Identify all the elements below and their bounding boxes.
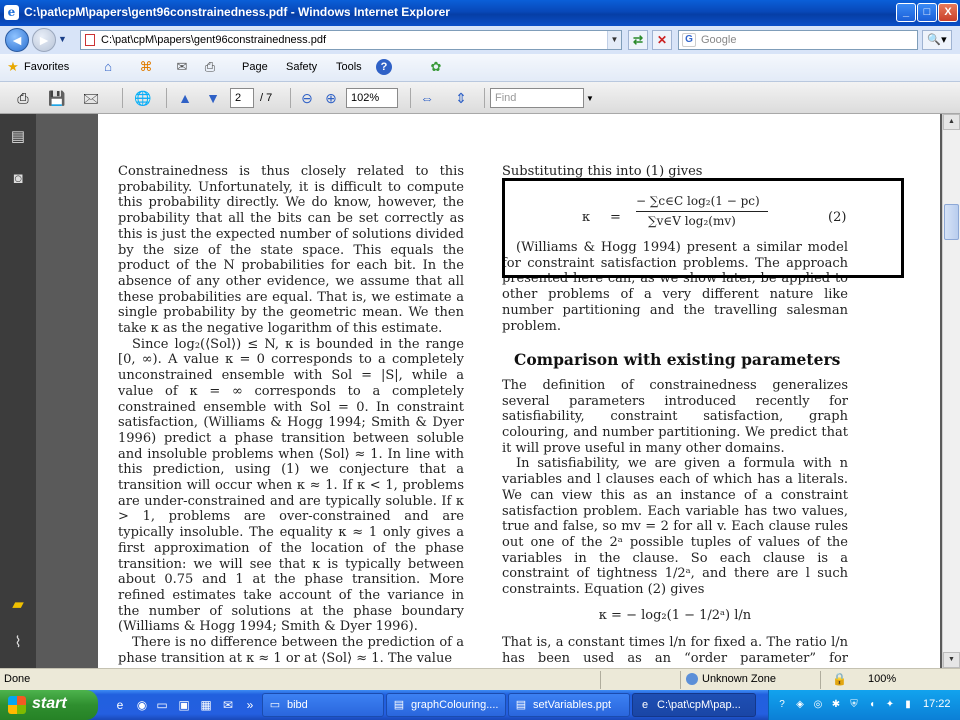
protected-mode-icon[interactable]: 🔒	[832, 672, 847, 686]
previous-page-icon[interactable]: ▲	[178, 90, 192, 106]
title-bar[interactable]	[0, 0, 960, 26]
paragraph: Since log₂(⟨Sol⟩) ≤ N, κ is bounded in the range [0, ∞). A value κ = 0 corresponds to a completely unconstrained ensemble with Sol = |S|, while a value of κ = ∞ corresponds to a completely constrained ensemble with Sol = 0. In constraint satisfaction, (Williams & Hogg 1994; Smith & Dyer 1996) predict a phase transition between soluble and insoluble problems when ⟨Sol⟩ ≈ 1. In line with this prediction, using (1) we conjecture that a transition will occur when κ ≈ 1. If κ < 1, problems are under-constrained and are typically soluble. If κ > 1, problems are over-constrained and are typically insoluble. The equality κ ≈ 1 only gives a first approximation of the location of the phase transition: we will see that κ is typically between about 0.75 and 1 at the phase transition. More refined estimates take account of the variance in the number of solutions at the phase boundary (Williams & Hogg 1994; Smith & Dyer 1996).	[118, 336, 464, 635]
safety-menu[interactable]: Safety	[286, 61, 318, 73]
save-icon[interactable]: 💾	[48, 90, 66, 106]
right-column-intro: Substituting this into (1) gives	[502, 164, 703, 179]
share-icon[interactable]: 🖂	[82, 90, 100, 106]
paragraph: In satisfiability, we are given a formula with n variables and l clauses each of which has a literals. We can view this as an instance of a constraint satisfaction problem. Each variable has two values, true and false, so mv = 2 for all v. Each clause rules out one of the 2ᵃ possible tuples of values of the variables in the clause. So each clause is a constraint of tightness 1/2ᵃ, and there are l such constraints. Equation (2) gives	[502, 456, 848, 598]
page-menu[interactable]: Page	[242, 61, 268, 73]
equation-2-eq: =	[610, 210, 621, 225]
taskbar	[0, 690, 960, 720]
clock: 17:22	[923, 698, 951, 710]
page-number-input[interactable]: 2	[230, 88, 254, 108]
home-icon[interactable]: ⌂	[104, 59, 112, 74]
paragraph: Constrainedness is thus closely related to this probability. Unfortunately, it is difficult to compute this probability directly. We do know, however, the probability that all the bits can be set correctly as this is just the expected number of solutions divided by the size of the state space. This equals the product of the N probabilities for each bit. In the absence of any other evidence, we assume that all these probabilities are equal. That is, we estimate a single probability by the geometric mean. We then take κ as the negative logarithm of this estimate.	[118, 164, 464, 337]
search-input[interactable]	[678, 30, 918, 50]
status-zoom[interactable]: 100%	[868, 673, 897, 685]
status-text: Done	[4, 673, 31, 685]
research-icon[interactable]: ✿	[430, 59, 442, 74]
fit-page-icon[interactable]: ⇕	[455, 90, 467, 106]
paragraph: The definition of constrainedness generalizes several parameters introduced recently for satisfiability, constraint satisfaction, graph colouring, and number partitioning. We predict that it will prove useful in many other domains.	[502, 377, 848, 456]
help-icon[interactable]: ?	[376, 59, 392, 75]
explorer-quicklaunch-icon[interactable]: ▦	[200, 698, 212, 712]
task-bibd[interactable]: ▭ bibd	[262, 693, 384, 717]
print-icon[interactable]: ⎙	[17, 90, 29, 106]
address-dropdown-icon[interactable]: ▼	[607, 31, 621, 49]
adobe-online-icon[interactable]: 🌐	[134, 90, 152, 106]
ie-icon: e	[641, 699, 649, 711]
pages-icon[interactable]: ▤	[10, 128, 26, 145]
equation-2-numerator: − ∑c∈C log₂(1 − pc)	[636, 194, 760, 208]
folder-icon: ▭	[269, 699, 281, 711]
ie-quicklaunch-icon[interactable]: e	[116, 698, 124, 712]
binoculars-icon[interactable]: ◙	[13, 170, 23, 187]
pdf-file-icon	[85, 34, 95, 46]
recent-pages-icon[interactable]: ▼	[58, 34, 67, 44]
window-title: C:\pat\cpM\papers\gent96constrainedness.pdf - Windows Internet Explorer	[24, 5, 450, 19]
page-total: / 7	[260, 92, 273, 104]
comments-icon[interactable]: ▰	[12, 596, 24, 613]
help-tray-icon[interactable]: ?	[779, 699, 785, 710]
security-tray-icon[interactable]: ◈	[796, 699, 804, 710]
security-zone[interactable]: Unknown Zone	[702, 673, 776, 685]
section-heading: Comparison with existing parameters	[514, 350, 841, 370]
scroll-thumb[interactable]	[944, 204, 959, 240]
stop-button[interactable]: ✕	[652, 30, 672, 50]
start-label: start	[32, 695, 67, 712]
back-button[interactable]: ◄	[5, 28, 29, 52]
scroll-down-icon[interactable]: ▼	[943, 652, 960, 668]
cmd-quicklaunch-icon[interactable]: ▣	[178, 698, 190, 712]
left-column	[118, 164, 464, 667]
ie-icon: e	[4, 5, 19, 20]
task-setvariables[interactable]: ▤ setVariables.ppt	[508, 693, 630, 717]
start-button[interactable]	[0, 690, 98, 720]
favorites-bar	[0, 54, 960, 82]
minimize-button[interactable]: _	[896, 3, 916, 22]
volume-tray-icon[interactable]: ◖	[868, 699, 876, 710]
equation-3: κ = − log₂(1 − 1/2ᵃ) l/n	[598, 607, 752, 623]
tools-menu[interactable]: Tools	[336, 61, 362, 73]
print-icon[interactable]: ⎙	[204, 59, 216, 74]
favorites-star-icon: ★	[7, 59, 19, 74]
desktop-quicklaunch-icon[interactable]: ▭	[156, 698, 168, 712]
compatibility-icon[interactable]: ⇄	[628, 30, 648, 50]
task-ie-window[interactable]: e C:\pat\cpM\pap...	[632, 693, 756, 717]
zoom-out-icon[interactable]: ⊖	[301, 90, 313, 106]
equation-2-denominator: ∑v∈V log₂(mv)	[648, 214, 736, 228]
equation-2-lhs: κ	[582, 210, 591, 225]
shield-tray-icon[interactable]: ⛨	[850, 699, 858, 710]
app-tray-icon[interactable]: ✱	[831, 699, 841, 710]
favorites-button[interactable]: Favorites	[24, 61, 70, 73]
vertical-scrollbar[interactable]	[942, 114, 960, 668]
highlight-box	[502, 178, 904, 278]
equation-2-number: (2)	[828, 210, 847, 225]
google-icon: G	[682, 33, 696, 47]
forward-button[interactable]: ►	[32, 28, 56, 52]
firefox-quicklaunch-icon[interactable]: ◉	[136, 698, 148, 712]
system-tray	[768, 690, 960, 720]
address-url: C:\pat\cpM\papers\gent96constrainedness.pdf	[101, 34, 327, 46]
search-placeholder: Google	[701, 34, 737, 46]
attachments-icon[interactable]: ⌇	[14, 634, 22, 651]
pdf-navigation-panel	[0, 114, 36, 668]
paragraph: That is, a constant times l/n for fixed a. The ratio l/n has been used as an “order parameter” for	[502, 635, 848, 667]
network-tray-icon[interactable]: ◎	[813, 699, 823, 710]
search-button[interactable]: 🔍▾	[922, 30, 952, 50]
maximize-button[interactable]: □	[917, 3, 937, 22]
find-input[interactable]: Find	[490, 88, 584, 108]
next-page-icon[interactable]: ▼	[206, 90, 220, 106]
bluetooth-tray-icon[interactable]: ✦	[885, 699, 895, 710]
more-quicklaunch-icon[interactable]: »	[246, 698, 254, 712]
status-bar	[0, 668, 960, 690]
paragraph: There is no difference between the prediction of a phase transition at κ ≈ 1 or at ⟨Sol⟩ ≈ 1. The value	[118, 635, 464, 666]
zoom-select[interactable]: 102%	[346, 88, 398, 108]
close-button[interactable]: X	[938, 3, 958, 22]
fit-width-icon[interactable]: ⇔	[420, 90, 434, 106]
zone-icon	[686, 673, 698, 685]
windows-logo-icon	[8, 696, 26, 714]
address-field[interactable]	[80, 30, 622, 50]
powerpoint-icon: ▤	[515, 699, 527, 711]
task-graphcolouring[interactable]: ▤ graphColouring....	[386, 693, 506, 717]
find-dropdown-icon[interactable]: ▼	[586, 94, 594, 103]
zoom-in-icon[interactable]: ⊕	[325, 90, 337, 106]
power-tray-icon[interactable]: ▮	[905, 699, 911, 710]
scroll-up-icon[interactable]: ▲	[943, 114, 960, 130]
paragraph: (Williams & Hogg 1994) present a similar model for constraint satisfaction problems. The approach presented here can, as we show later, be applied to other problems of a very different nature like number partitioning and the travelling salesman problem.	[502, 240, 848, 334]
read-mail-icon[interactable]: ✉	[176, 59, 188, 74]
right-column	[502, 240, 848, 668]
mail-quicklaunch-icon[interactable]: ✉	[222, 698, 234, 712]
document-icon: ▤	[393, 699, 405, 711]
feeds-icon[interactable]: ⌘	[139, 59, 153, 74]
pdf-toolbar	[0, 82, 960, 114]
address-toolbar	[0, 26, 960, 54]
